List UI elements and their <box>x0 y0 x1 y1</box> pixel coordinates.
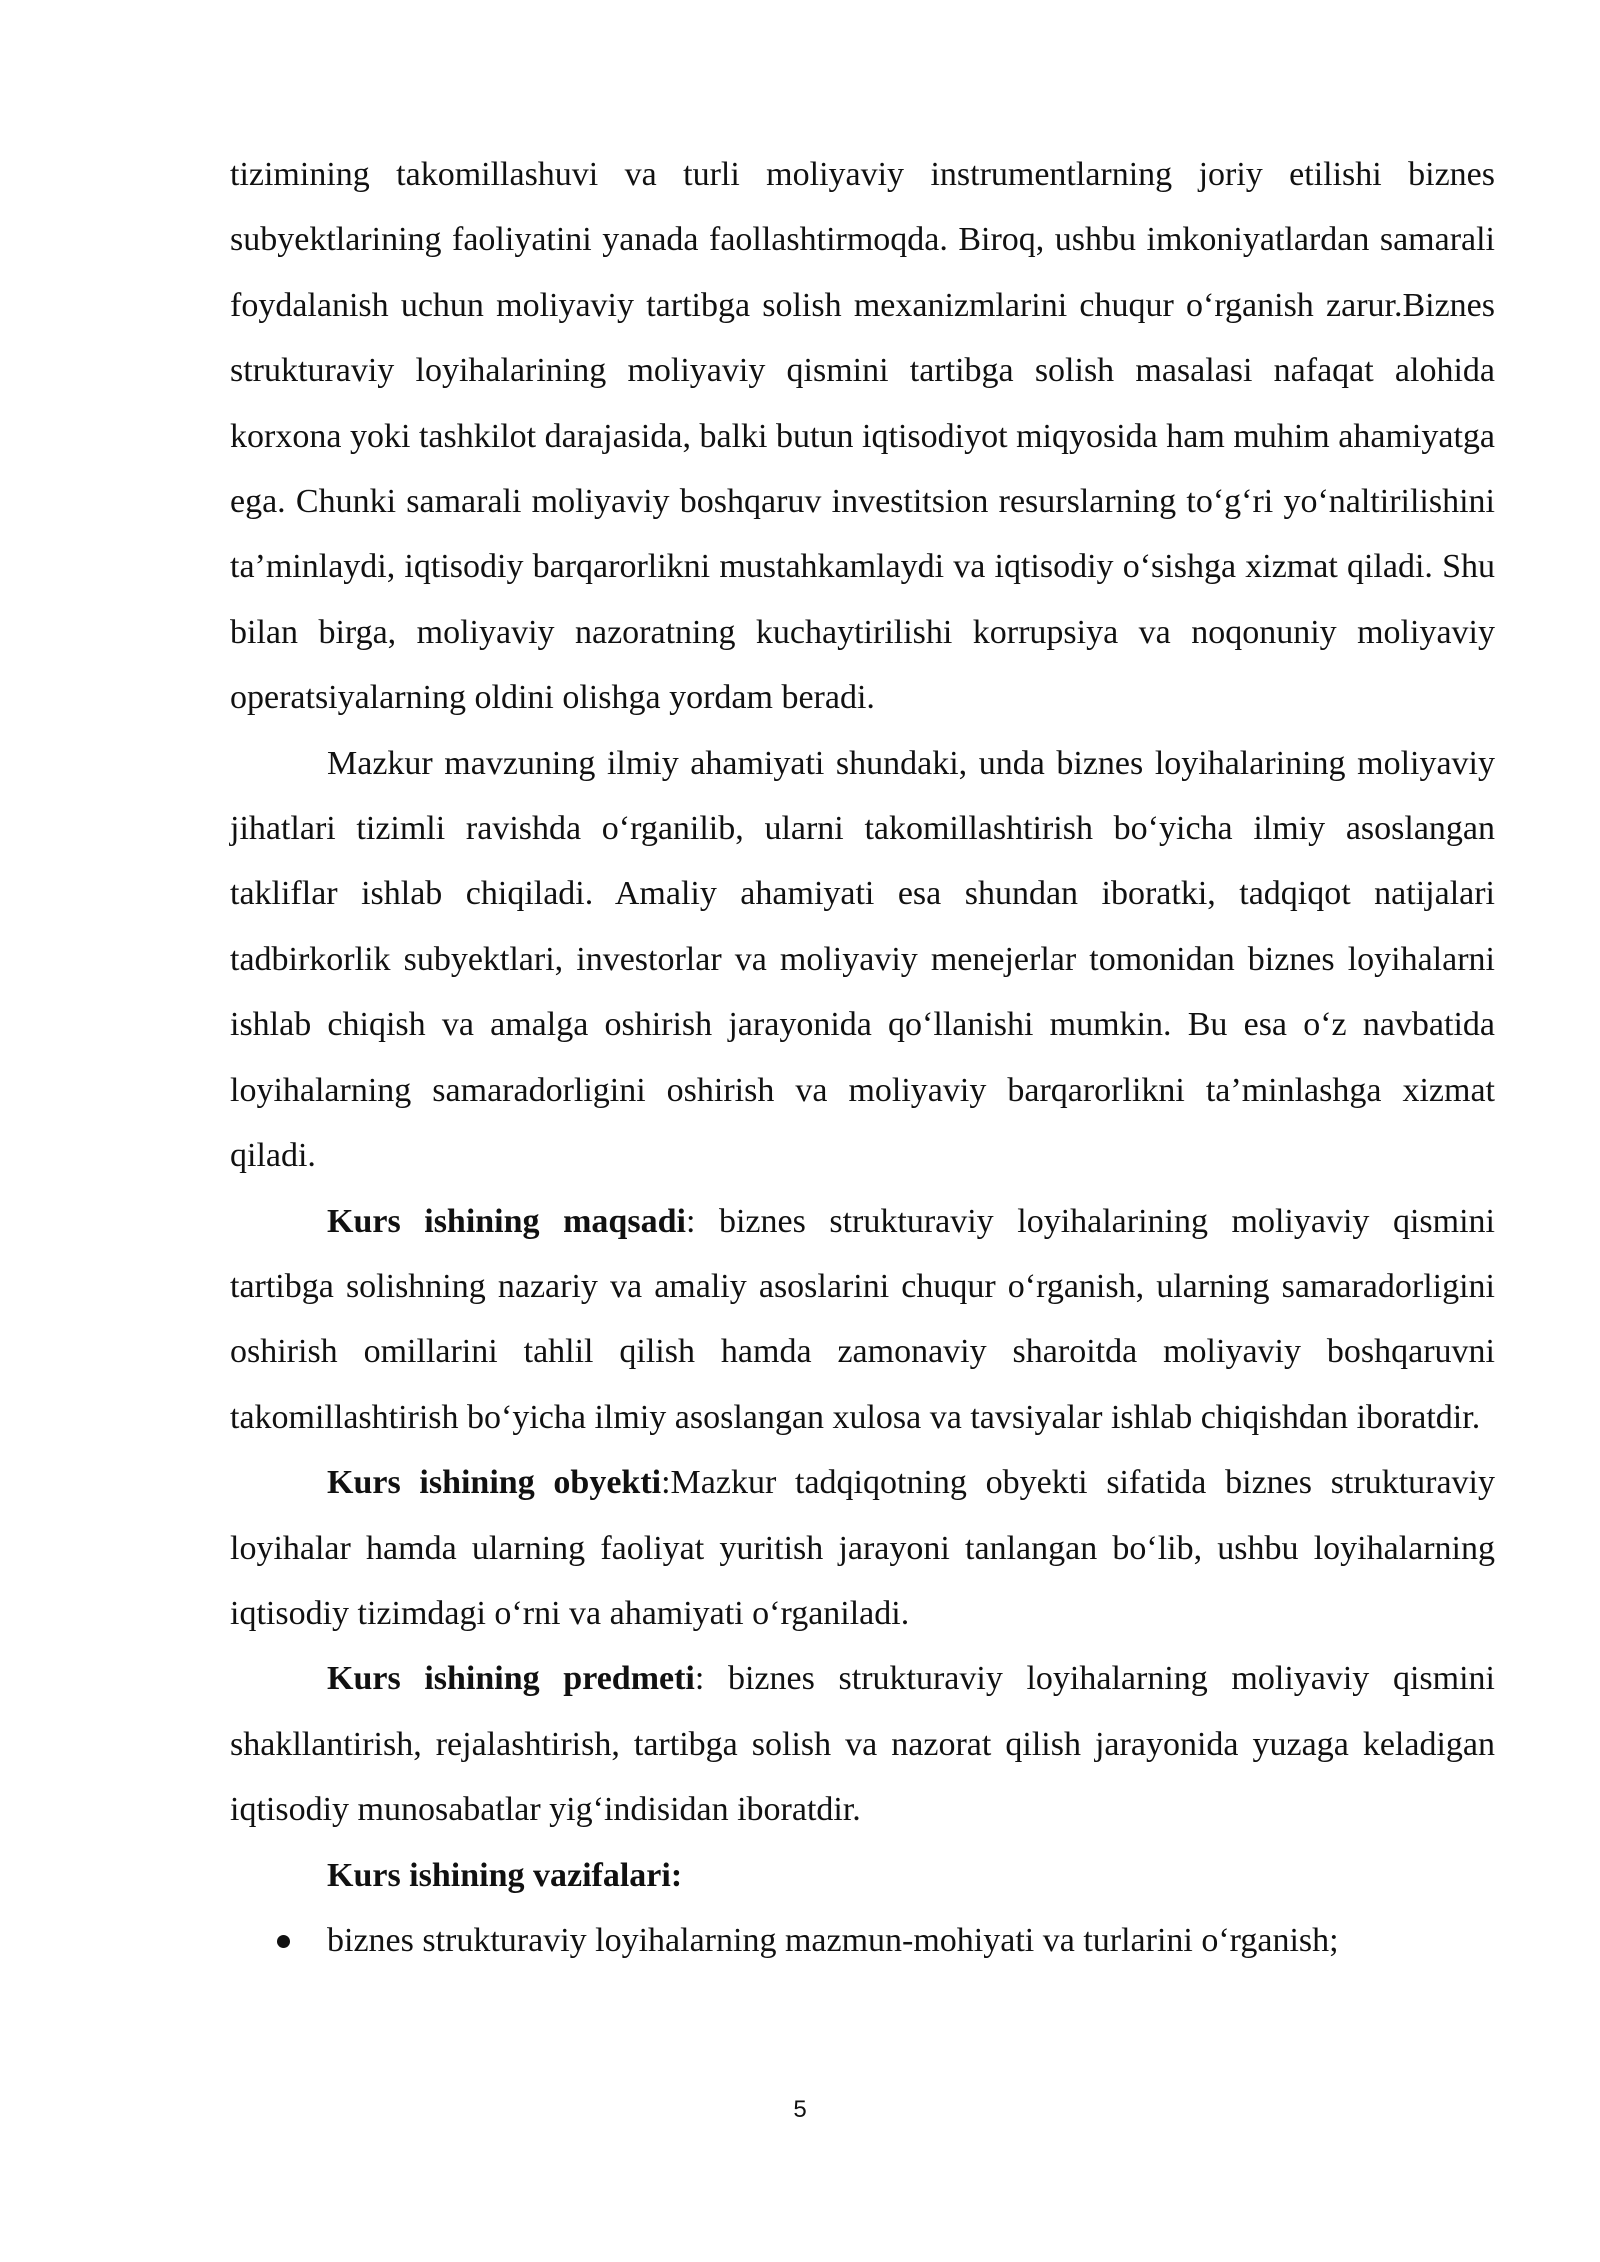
goal-text: : biznes strukturaviy loyihalarining moliyaviy qismini tartibga solishning nazariy va amaliy asoslarini chuqur o‘rganish, ularning samaradorligini oshirish omillarini tahlil qilish hamda zamonaviy sharoitda moliyaviy boshqaruvni takomillashtirish bo‘yicha ilmiy asoslangan xulosa va tavsiyalar ishlab chiqishdan iboratdir. <box>230 1202 1496 1436</box>
subject-text: : biznes strukturaviy loyihalarning moliyaviy qismini shakllantirish, rejalashtirish, tartibga solish va nazorat qilish jarayonida yuzaga keladigan iqtisodiy munosabatlar yig‘indisidan iboratdir. <box>230 1660 1495 1829</box>
goal-label: Kurs ishining maqsadi <box>327 1202 686 1240</box>
tasks-heading: Kurs ishining vazifalari: <box>327 1856 683 1894</box>
page-number: 5 <box>793 2096 807 2123</box>
document-body <box>230 142 1495 1973</box>
object-label: Kurs ishining obyekti <box>327 1464 662 1502</box>
paragraph-subject <box>230 1646 1495 1842</box>
tasks-list <box>230 1908 1495 1973</box>
list-item <box>230 1908 1495 1973</box>
bullet-icon <box>277 1935 290 1948</box>
object-text: :Mazkur tadqiqotning obyekti sifatida biznes strukturaviy loyihalar hamda ularning faoliyat yuritish jarayoni tanlangan bo‘lib, ushbu loyihalarning iqtisodiy tizimdagi o‘rni va ahamiyati o‘rganiladi. <box>230 1464 1496 1632</box>
paragraph-object <box>230 1450 1495 1646</box>
paragraph-significance: Mazkur mavzuning ilmiy ahamiyati shundaki, unda biznes loyihalarining moliyaviy jihatlari tizimli ravishda o‘rganilib, ularni takomillashtirish bo‘yicha ilmiy asoslangan takliflar ishlab chiqiladi. Amaliy ahamiyati esa shundan iboratki, tadqiqot natijalari tadbirkorlik subyektlari, investorlar va moliyaviy menejerlar tomonidan biznes loyihalarni ishlab chiqish va amalga oshirish jarayonida qo‘llanishi mumkin. Bu esa o‘z navbatida loyihalarning samaradorligini oshirish va moliyaviy barqarorlikni ta’minlashga xizmat qiladi. <box>230 744 1495 1175</box>
subject-label: Kurs ishining predmeti <box>327 1660 695 1698</box>
paragraph-goal <box>230 1189 1495 1451</box>
task-text: biznes strukturaviy loyihalarning mazmun-mohiyati va turlarini o‘rganish; <box>327 1921 1339 1959</box>
paragraph-intro-continuation: tizimining takomillashuvi va turli moliyaviy instrumentlarning joriy etilishi biznes subyektlarining faoliyatini yanada faollashtirmoqda. Biroq, ushbu imkoniyatlardan samarali foydalanish uchun moliyaviy tartibga solish mexanizmlarini chuqur o‘rganish zarur.Biznes strukturaviy loyihalarining moliyaviy qismini tartibga solish masalasi nafaqat alohida korxona yoki tashkilot darajasida, balki butun iqtisodiyot miqyosida ham muhim ahamiyatga ega. Chunki samarali moliyaviy boshqaruv investitsion resurslarning to‘g‘ri yo‘naltirilishini ta’minlaydi, iqtisodiy barqarorlikni mustahkamlaydi va iqtisodiy o‘sishga xizmat qiladi. Shu bilan birga, moliyaviy nazoratning kuchaytirilishi korrupsiya va noqonuniy moliyaviy operatsiyalarning oldini olishga yordam beradi. <box>230 156 1495 717</box>
